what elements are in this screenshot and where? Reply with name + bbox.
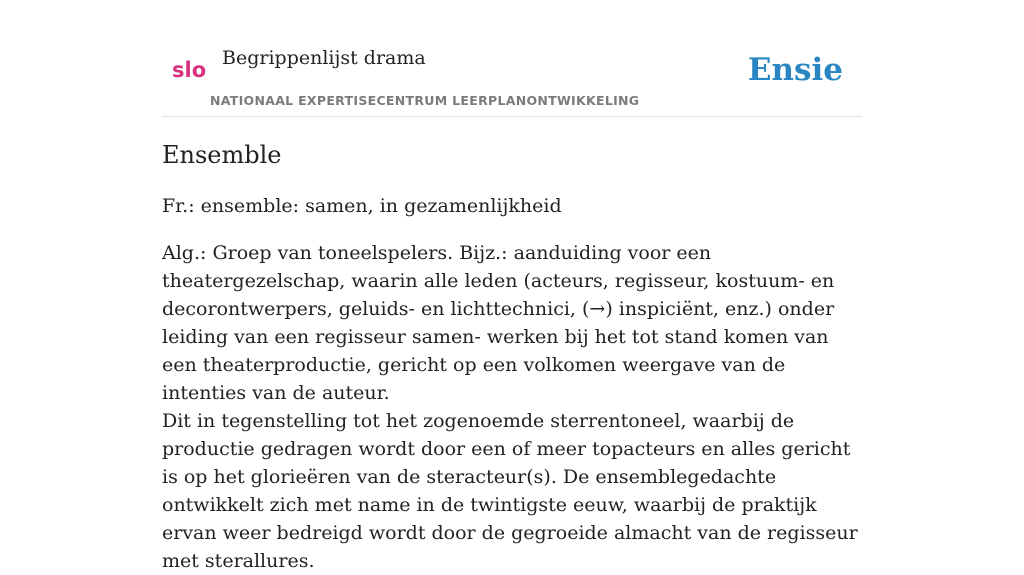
header	[162, 0, 862, 117]
ensie-logo[interactable]: Ensie	[747, 52, 843, 88]
entry-content	[162, 138, 868, 575]
document-title[interactable]: Begrippenlijst drama	[222, 47, 426, 69]
slo-logo[interactable]: slo	[172, 58, 207, 82]
entry-definition	[162, 239, 868, 575]
organization-name: NATIONAAL EXPERTISECENTRUM LEERPLANONTWIKKELING	[210, 93, 640, 108]
entry-etymology: Fr.: ensemble: samen, in gezamenlijkheid	[162, 195, 562, 217]
entry-term: Ensemble	[162, 141, 282, 169]
definition-paragraph-2: Dit in tegenstelling tot het zogenoemde sterrentoneel, waarbij de productie gedragen wordt door een of meer topacteurs en alles gericht is op het glorieëren van de steracteur(s). De ensemblegedachte ontwikkelt zich met name in de twintigste eeuw, waarbij de praktijk ervan weer bedreigd wordt door de gegroeide almacht van de regisseur met sterallures.	[162, 410, 858, 572]
definition-paragraph-1: Alg.: Groep van toneelspelers. Bijz.: aanduiding voor een theatergezelschap, waarin alle leden (acteurs, regisseur, kostuum- en decorontwerpers, geluids- en lichttechnici, (→) inspiciënt, enz.) onder leiding van een regisseur samen- werken bij het tot stand komen van een theaterproductie, gericht op een volkomen weergave van de intenties van de auteur.	[162, 242, 835, 404]
